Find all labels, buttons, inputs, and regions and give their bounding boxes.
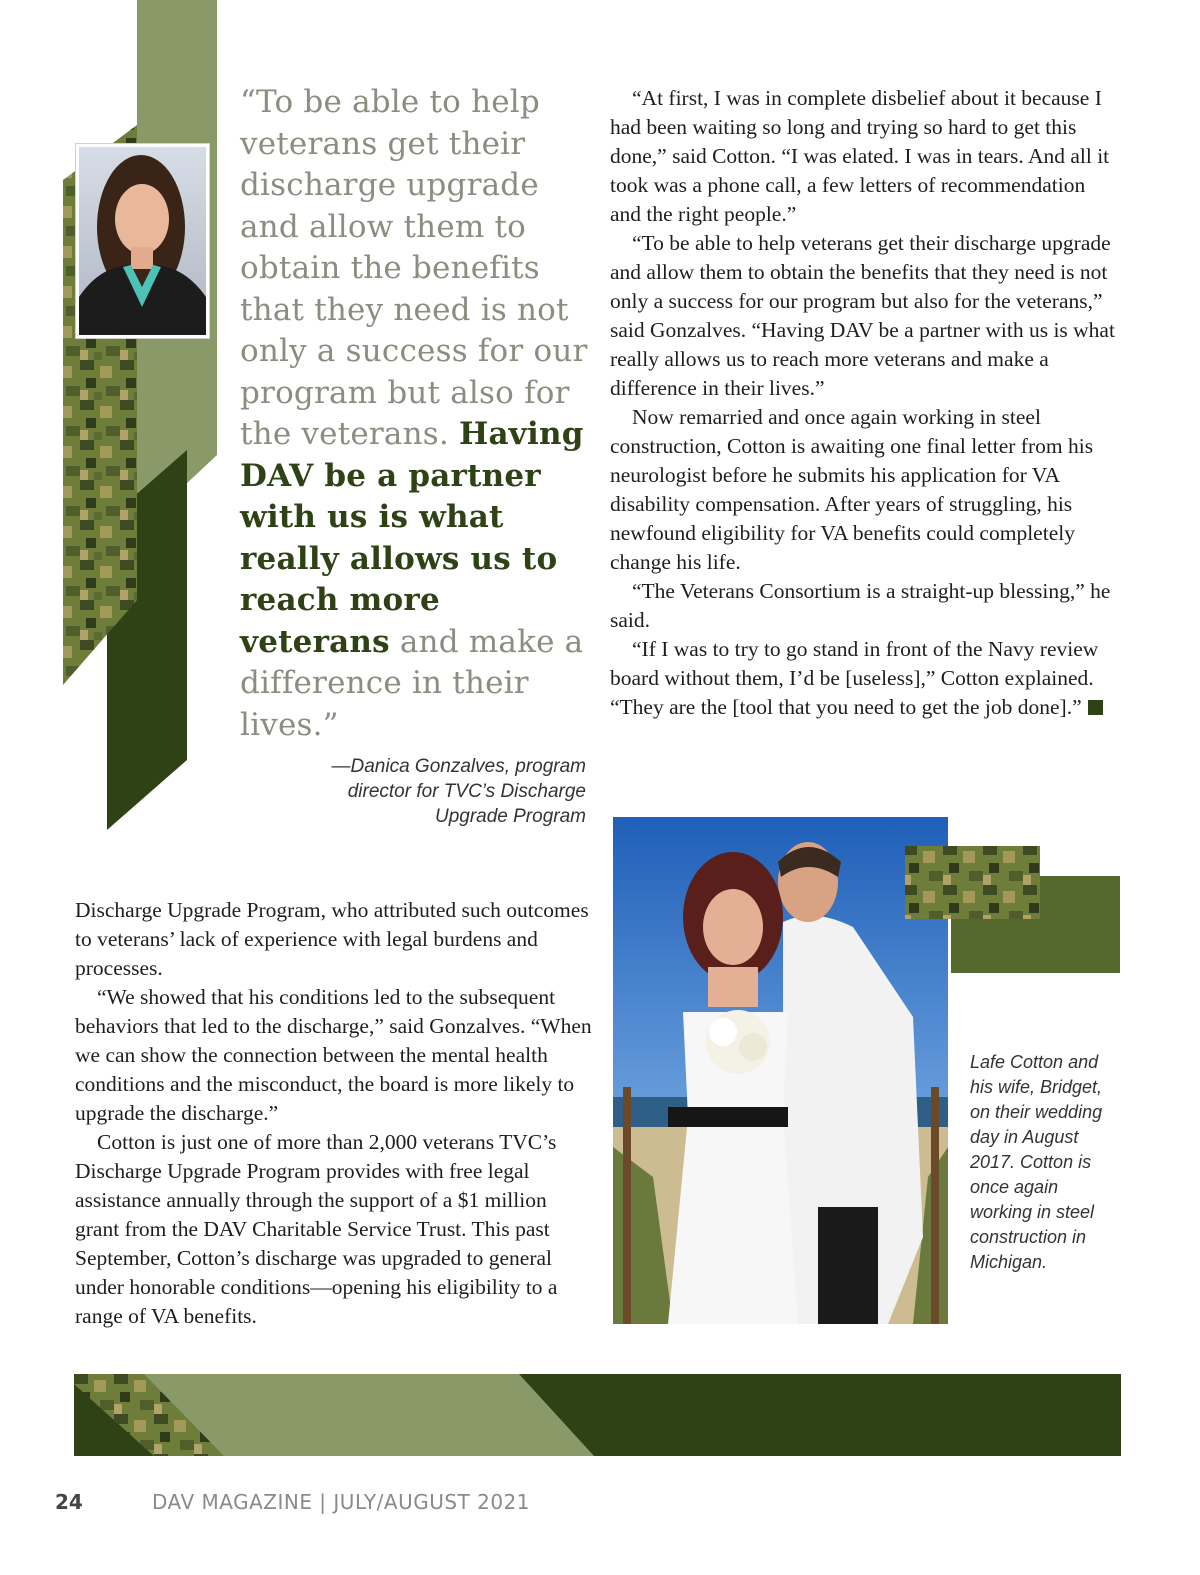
portrait-photo [76,144,209,338]
decorative-left-band [0,0,230,840]
paragraph: Discharge Upgrade Program, who attributed such outcomes to veterans’ lack of experience with legal burdens and processes. [75,898,589,980]
paragraph: “The Veterans Consortium is a straight-up blessing,” he said. [610,579,1111,632]
decorative-bottom-band [74,1374,1124,1459]
pull-quote-light-text: “To be able to help veterans get their discharge upgrade and allow them to obtain the benefits that they need is not only a success for our program but also for the veterans. [240,84,588,452]
magazine-issue: DAV MAGAZINE | JULY/AUGUST 2021 [152,1490,531,1514]
paragraph: Cotton is just one of more than 2,000 veterans TVC’s Discharge Upgrade Program provides with free legal assistance annually through the support of a $1 million grant from the DAV Charitable Service Trust. This past September, Cotton’s discharge was upgraded to general under honorable conditions—opening his eligibility to a range of VA benefits. [75,1130,558,1328]
page-number: 24 [55,1490,83,1514]
article-left-column [75,896,595,1331]
photo-caption: Lafe Cotton and his wife, Bridget, on their wedding day in August 2017. Cotton is once again working in steel construction in Michigan. [970,1052,1103,1272]
portrait-image [79,147,206,335]
paragraph-text: “If I was to try to go stand in front of the Navy review board without them, I’d be [useless],” Cotton explained. “They are the [tool that you need to get the job done].” [610,637,1099,719]
pull-quote-attribution: —Danica Gonzalves, program director for TVC’s Discharge Upgrade Program [331,756,586,827]
paragraph: “To be able to help veterans get their discharge upgrade and allow them to obtain the benefits that they need is not only a success for our program but also for the veterans,” said Gonzalves. “Having DAV be a partner with us is what really allows us to reach more veterans and make a difference in their lives.” [610,231,1115,400]
paragraph: “At first, I was in complete disbelief about it because I had been waiting so long and trying so hard to get this done,” said Cotton. “I was elated. I was in tears. And all it took was a phone call, a few letters of recommendation and the right people.” [610,86,1110,226]
paragraph: Now remarried and once again working in steel construction, Cotton is awaiting one final letter from his neurologist before he submits his application for VA disability compensation. After years of struggling, his newfound eligibility for VA benefits could completely change his life. [610,405,1094,574]
wedding-photo [613,817,948,1324]
decorative-photo-accent [903,845,1123,975]
page-footer [55,1490,531,1514]
pull-quote-light-text-end: and make a difference in their lives.” [240,623,584,743]
pull-quote-emphasis: Having DAV be a partner with us is what really allows us to reach more veterans [240,416,584,660]
paragraph-last [610,635,1115,722]
wedding-photo-image [613,817,948,1324]
article-right-column [610,84,1115,722]
pull-quote [240,82,590,746]
paragraph: “We showed that his conditions led to the subsequent behaviors that led to the discharge,” said Gonzalves. “When we can show the connection between the mental health conditions and the misconduct, the board is more likely to upgrade the discharge.” [75,985,592,1125]
end-mark-icon [1088,700,1103,715]
